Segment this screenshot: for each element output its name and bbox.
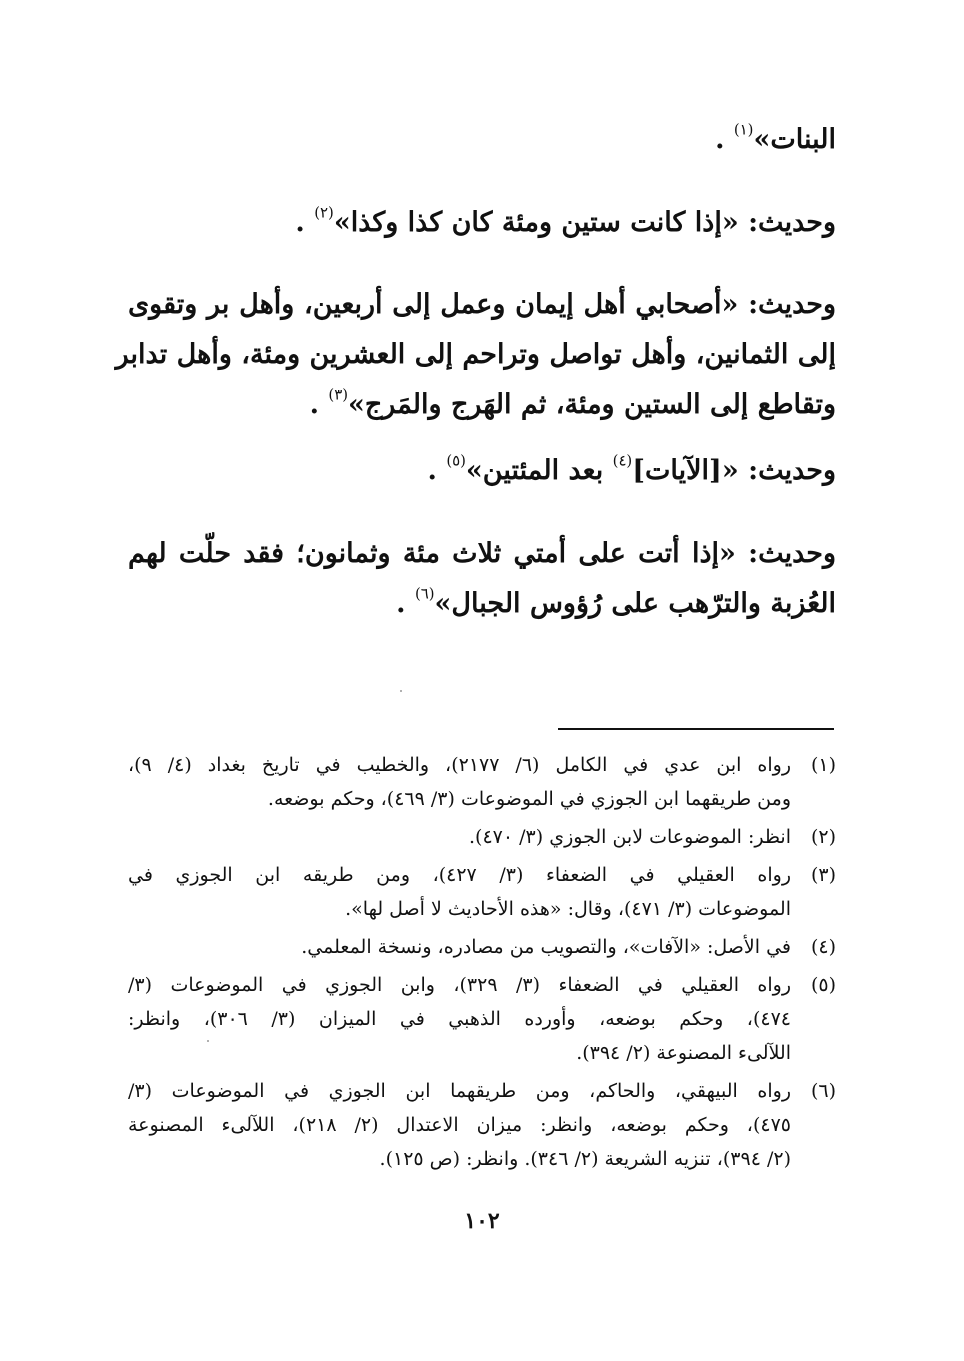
footnote-line: اللآلىء المصنوعة (٢/ ٣٩٤). (576, 1042, 791, 1064)
footnote-1 (128, 748, 836, 816)
footnote-number: (١) (810, 754, 836, 776)
footnote-line: رواه العقيلي في الضعفاء (٣/ ٤٢٧)، ومن طريقه ابن الجوزي في (128, 864, 791, 886)
text-line: إلى الثمانين، وأهل تواصل وتراحم إلى العشرين ومئة، وأهل تدابر (115, 339, 836, 370)
footnote-4 (128, 930, 836, 964)
page-number: ١٠٢ (464, 1208, 500, 1234)
footnote-line: ٤٧٥)، وحكم بوضعه، وانظر: ميزان الاعتدال (٢/ ٢١٨)، اللآلىء المصنوعة (128, 1114, 791, 1136)
footnote-line: رواه ابن عدي في الكامل (٦/ ٢١٧٧)، والخطيب في تاريخ بغداد (٤/ ٩)، (128, 754, 791, 776)
main-paragraph-2 (128, 198, 836, 248)
footnote-number: (٥) (810, 974, 836, 996)
text-line: البنات»$^{(١)}$ . (715, 120, 836, 155)
footnotes (128, 748, 836, 1180)
footnote-line: في الأصل: «الآفات»، والتصويب من مصادره، ونسخة المعلمي. (301, 936, 791, 958)
text-line: وحديث: «إذا أتت على أمتي ثلاث مئة وثمانون؛ فقد حلّت لهم (128, 538, 836, 569)
text-line: وحديث: «أصحابي أهل إيمان وعمل إلى أربعين، وأهل بر وتقوى (128, 289, 836, 320)
footnote-ref: (٦) (414, 584, 435, 603)
footnote-ref: (٥) (446, 451, 466, 470)
text-line: وتقاطع إلى الستين ومئة، ثم الهَرج والمَرج»$^{(٣)}$ . (309, 385, 836, 420)
footnote-number: (٤) (810, 936, 836, 958)
footnote-ref: (٤) (612, 451, 633, 470)
main-paragraph-5 (128, 529, 836, 629)
footnote-line: (٢/ ٣٩٤)، تنزيه الشريعة (٢/ ٣٤٦). وانظر: (ص ١٢٥). (379, 1148, 791, 1170)
footnote-number: (٣) (810, 864, 836, 886)
footnote-ref: (٢) (314, 203, 334, 222)
main-paragraph-4 (128, 446, 836, 496)
footnote-2 (128, 820, 836, 854)
footnote-line: انظر: الموضوعات لابن الجوزي (٣/ ٤٧٠). (469, 826, 791, 848)
footnote-line: رواه البيهقي، والحاكم، ومن طريقهما ابن الجوزي في الموضوعات (٣/ (128, 1080, 791, 1102)
footnote-number: (٦) (810, 1080, 836, 1102)
footnote-ref: (٣) (328, 385, 348, 404)
text-line: العُزبة والترّهب على رُؤوس الجبال»$^{(٦)}$ . (396, 584, 836, 619)
text-line: وحديث: «إذا كانت ستين ومئة كان كذا وكذا»$^{(٢)}$ . (295, 203, 836, 238)
footnote-5 (128, 968, 836, 1070)
footnote-separator (558, 728, 834, 730)
footnote-number: (٢) (810, 826, 836, 848)
scan-speck (400, 690, 402, 692)
footnote-line: ٤٧٤)، وحكم بوضعه، وأورده الذهبي في الميزان (٣/ ٣٠٦)، وانظر: (128, 1008, 791, 1030)
footnote-line: ومن طريقهما ابن الجوزي في الموضوعات (٣/ ٤٦٩)، وحكم بوضعه. (267, 788, 791, 810)
footnote-ref: (١) (733, 120, 754, 139)
footnote-3 (128, 858, 836, 926)
footnote-6 (128, 1074, 836, 1176)
footnote-line: رواه العقيلي في الضعفاء (٣/ ٣٢٩)، وابن الجوزي في الموضوعات (٣/ (128, 974, 791, 996)
main-paragraph-1 (128, 115, 836, 165)
text-line: وحديث: «[الآيات]$^{(٤)}$ بعد المئتين»$^{(٥)}$ . (427, 451, 836, 486)
footnote-line: الموضوعات (٣/ ٤٧١)، وقال: «هذه الأحاديث لا أصل لها». (345, 898, 791, 920)
main-paragraph-3 (115, 280, 836, 430)
